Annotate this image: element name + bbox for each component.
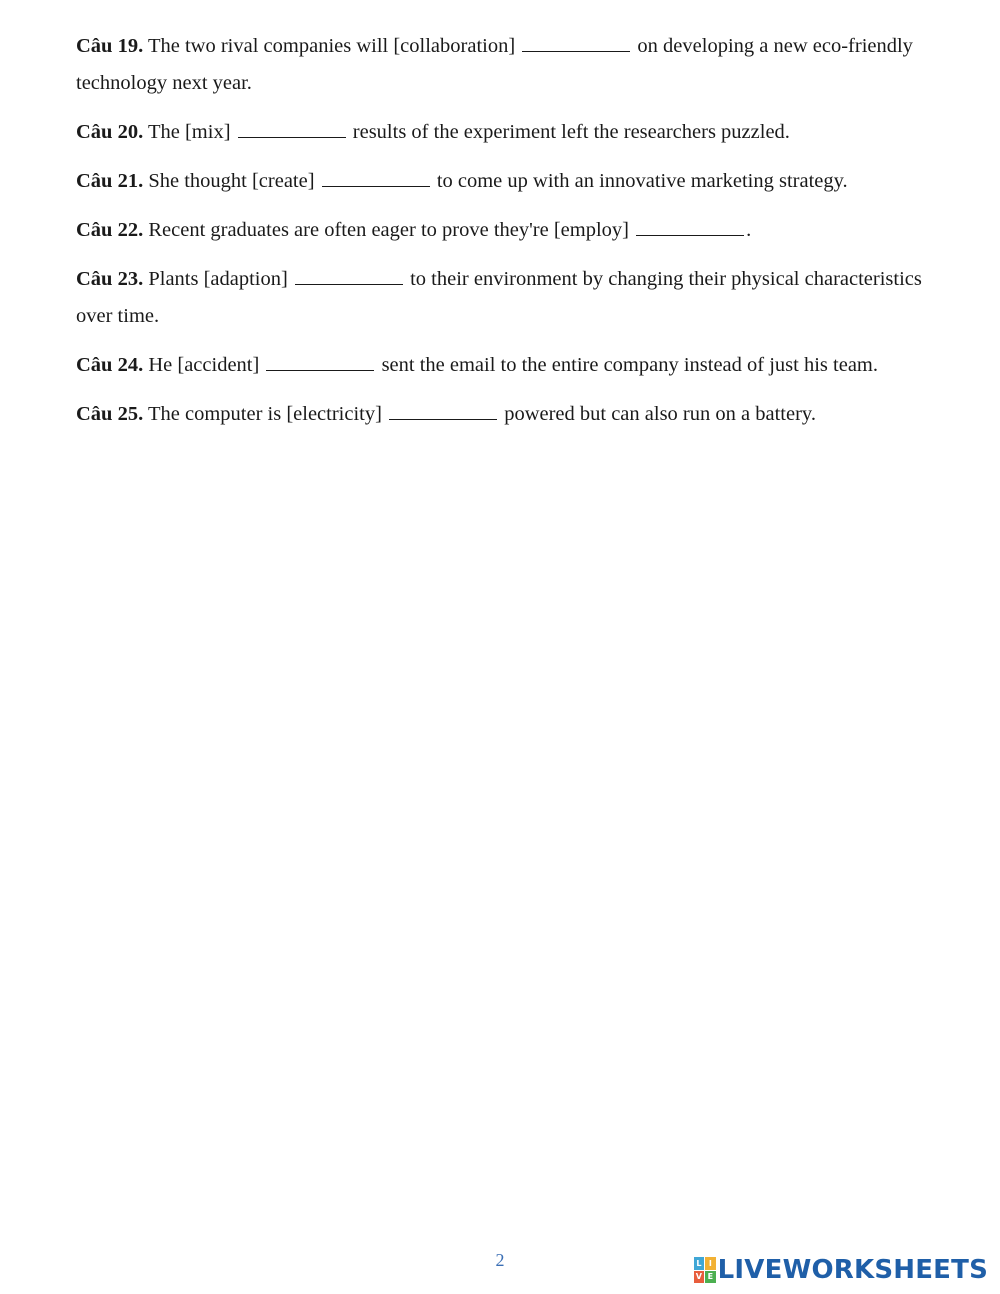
question-text-before: Plants [adaption] (148, 268, 288, 290)
question-number: Câu 20. (76, 121, 144, 143)
question-21 (76, 163, 926, 200)
question-text-before: The two rival companies will [collaboration] (147, 35, 516, 57)
question-text-after: results of the experiment left the researchers puzzled. (352, 121, 790, 143)
question-22 (76, 212, 926, 249)
question-23 (76, 261, 926, 335)
question-number: Câu 22. (76, 219, 144, 241)
question-text-after: . (746, 219, 752, 241)
question-list (76, 28, 926, 445)
question-19 (76, 28, 926, 102)
answer-blank[interactable] (389, 401, 497, 420)
answer-blank[interactable] (266, 352, 374, 371)
question-24 (76, 347, 926, 384)
question-text-after: on developing a new eco-friendly technology next year. (76, 35, 913, 94)
logo-tile-e: E (705, 1271, 716, 1284)
answer-blank[interactable] (522, 33, 630, 52)
question-text-before: Recent graduates are often eager to prove they're [employ] (148, 219, 630, 241)
liveworksheets-wordmark: LIVEWORKSHEETS (717, 1255, 988, 1285)
answer-blank[interactable] (322, 168, 430, 187)
page-number: 2 (495, 1250, 505, 1270)
logo-tile-i: I (705, 1257, 716, 1270)
question-text-after: sent the email to the entire company instead of just his team. (381, 354, 878, 376)
liveworksheets-logo-icon (694, 1257, 716, 1283)
logo-tile-l: L (694, 1257, 705, 1270)
question-text-before: She thought [create] (148, 170, 315, 192)
question-number: Câu 24. (76, 354, 144, 376)
question-text-after: to come up with an innovative marketing strategy. (436, 170, 848, 192)
question-text-before: The [mix] (147, 121, 231, 143)
logo-tile-v: V (694, 1271, 705, 1284)
question-number: Câu 21. (76, 170, 144, 192)
question-number: Câu 19. (76, 35, 144, 57)
answer-blank[interactable] (238, 119, 346, 138)
question-number: Câu 23. (76, 268, 144, 290)
question-text-after: powered but can also run on a battery. (504, 403, 816, 425)
question-25 (76, 396, 926, 433)
liveworksheets-logo (694, 1253, 988, 1287)
answer-blank[interactable] (295, 266, 403, 285)
question-text-before: The computer is [electricity] (147, 403, 382, 425)
question-20 (76, 114, 926, 151)
question-text-after: to their environment by changing their physical characteristics over time. (76, 268, 922, 327)
answer-blank[interactable] (636, 217, 744, 236)
question-number: Câu 25. (76, 403, 144, 425)
question-text-before: He [accident] (148, 354, 260, 376)
